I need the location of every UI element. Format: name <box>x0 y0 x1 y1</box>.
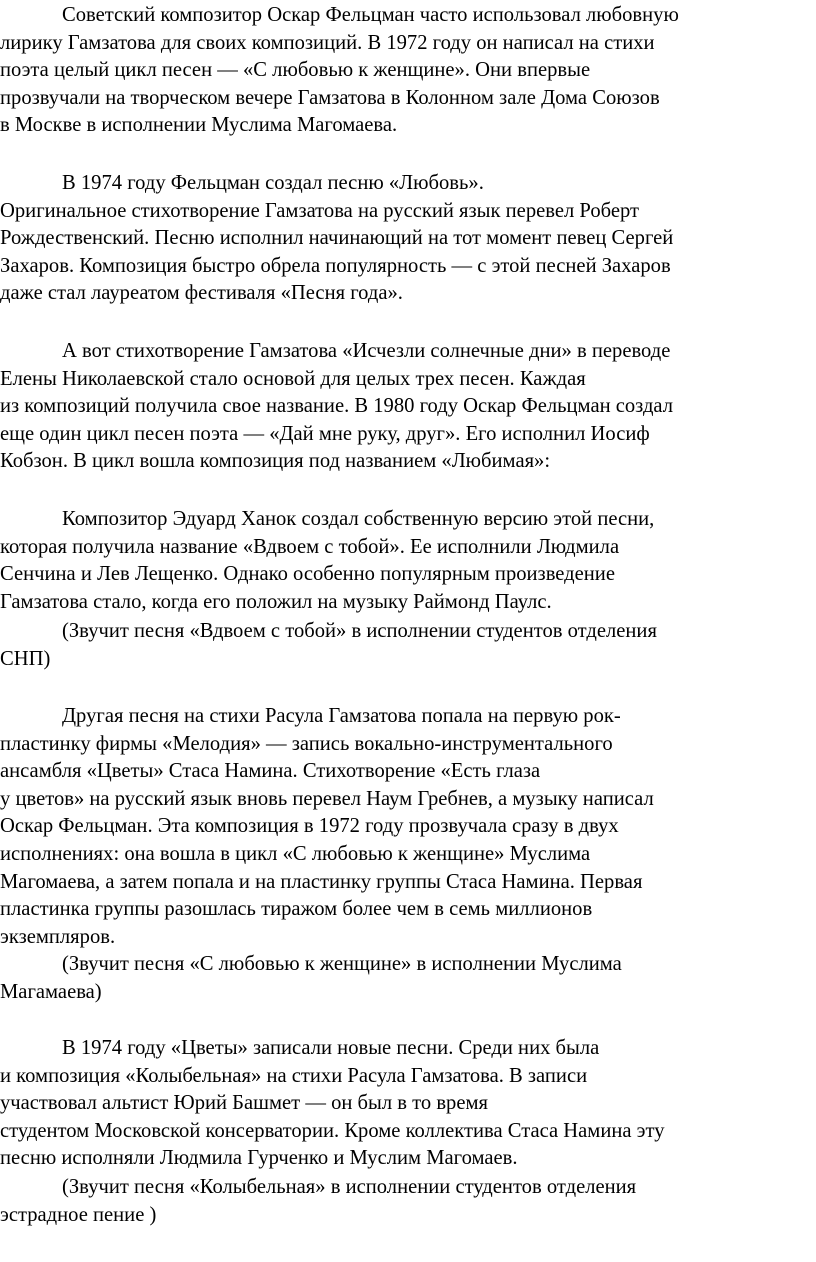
stage-note-vdvoem <box>0 618 816 673</box>
text-line: Захаров. Композиция быстро обрела популярность — с этой песней Захаров <box>0 254 671 277</box>
text-line: ансамбля «Цветы» Стаса Намина. Стихотворение «Есть глаза <box>0 760 541 783</box>
text-line: из композиций получила свое название. В 1980 году Оскар Фельцман создал <box>0 395 674 418</box>
paragraph-song-love <box>0 170 816 308</box>
text-line: исполнениях: она вошла в цикл «С любовью к женщине» Муслима <box>0 842 591 865</box>
text-line: Кобзон. В цикл вошла композиция под названием «Любимая»: <box>0 450 551 473</box>
text-line: эстрадное пение ) <box>0 1203 157 1226</box>
text-line: даже стал лауреатом фестиваля «Песня года». <box>0 282 403 305</box>
text-line: Советский композитор Оскар Фельцман часто использовал любовную <box>62 4 679 26</box>
text-line: еще один цикл песен поэта — «Дай мне руку, друг». Его исполнил Иосиф <box>0 422 650 445</box>
text-line: (Звучит песня «Колыбельная» в исполнении студентов отделения <box>62 1176 637 1198</box>
text-line: пластинка группы разошлась тиражом более чем в семь миллионов <box>0 898 593 921</box>
text-line: прозвучали на творческом вечере Гамзатова в Колонном зале Дома Союзов <box>0 86 660 109</box>
text-line: которая получила название «Вдвоем с тобой». Ее исполнили Людмила <box>0 535 620 558</box>
paragraph-feltsman-love-lyrics <box>0 2 816 140</box>
text-line: Композитор Эдуард Ханок создал собственную версию этой песни, <box>62 508 655 530</box>
text-line: студентом Московской консерватории. Кроме коллектива Стаса Намина эту <box>0 1119 665 1142</box>
text-line: Магамаева) <box>0 980 102 1003</box>
text-line: пластинку фирмы «Мелодия» — запись вокально-инструментального <box>0 732 613 755</box>
text-line: Оригинальное стихотворение Гамзатова на русский язык перевел Роберт <box>0 199 640 222</box>
text-line: В 1974 году Фельцман создал песню «Любовь». <box>62 172 484 194</box>
text-line: Сенчина и Лев Лещенко. Однако особенно популярным произведение <box>0 563 615 586</box>
text-line: лирику Гамзатова для своих композиций. В 1972 году он написал на стихи <box>0 31 655 54</box>
text-line: Магомаева, а затем попала и на пластинку группы Стаса Намина. Первая <box>0 870 643 893</box>
text-line: и композиция «Колыбельная» на стихи Расула Гамзатова. В записи <box>0 1064 588 1087</box>
text-line: СНП) <box>0 647 51 670</box>
text-line: у цветов» на русский язык вновь перевел Наум Гребнев, а музыку написал <box>0 787 654 810</box>
paragraph-tsvety-record <box>0 703 816 951</box>
stage-note-kolybelnaya <box>0 1174 816 1229</box>
text-line: экземпляров. <box>0 925 116 948</box>
text-line: (Звучит песня «Вдвоем с тобой» в исполнении студентов отделения <box>62 620 657 642</box>
text-line: Другая песня на стихи Расула Гамзатова попала на первую рок- <box>62 705 621 727</box>
text-line: Гамзатова стало, когда его положил на музыку Раймонд Паулс. <box>0 590 552 613</box>
text-line: Елены Николаевской стало основой для целых трех песен. Каждая <box>0 367 586 390</box>
text-line: песню исполняли Людмила Гурченко и Муслим Магомаев. <box>0 1147 518 1170</box>
paragraph-vanished-sunny-days <box>0 338 816 476</box>
stage-note-s-lyubovyu <box>0 951 816 1006</box>
text-line: участвовал альтист Юрий Башмет — он был в то время <box>0 1092 488 1115</box>
paragraph-khanok-version <box>0 506 816 616</box>
text-line: в Москве в исполнении Муслима Магомаева. <box>0 114 398 137</box>
text-line: Рождественский. Песню исполнил начинающий на тот момент певец Сергей <box>0 227 674 250</box>
paragraph-kolybelnaya <box>0 1035 816 1173</box>
text-line: (Звучит песня «С любовью к женщине» в исполнении Муслима <box>62 953 622 975</box>
text-line: поэта целый цикл песен — «С любовью к женщине». Они впервые <box>0 59 591 82</box>
text-line: Оскар Фельцман. Эта композиция в 1972 году прозвучала сразу в двух <box>0 815 619 838</box>
text-line: В 1974 году «Цветы» записали новые песни. Среди них была <box>62 1037 600 1059</box>
text-line: А вот стихотворение Гамзатова «Исчезли солнечные дни» в переводе <box>62 340 671 362</box>
